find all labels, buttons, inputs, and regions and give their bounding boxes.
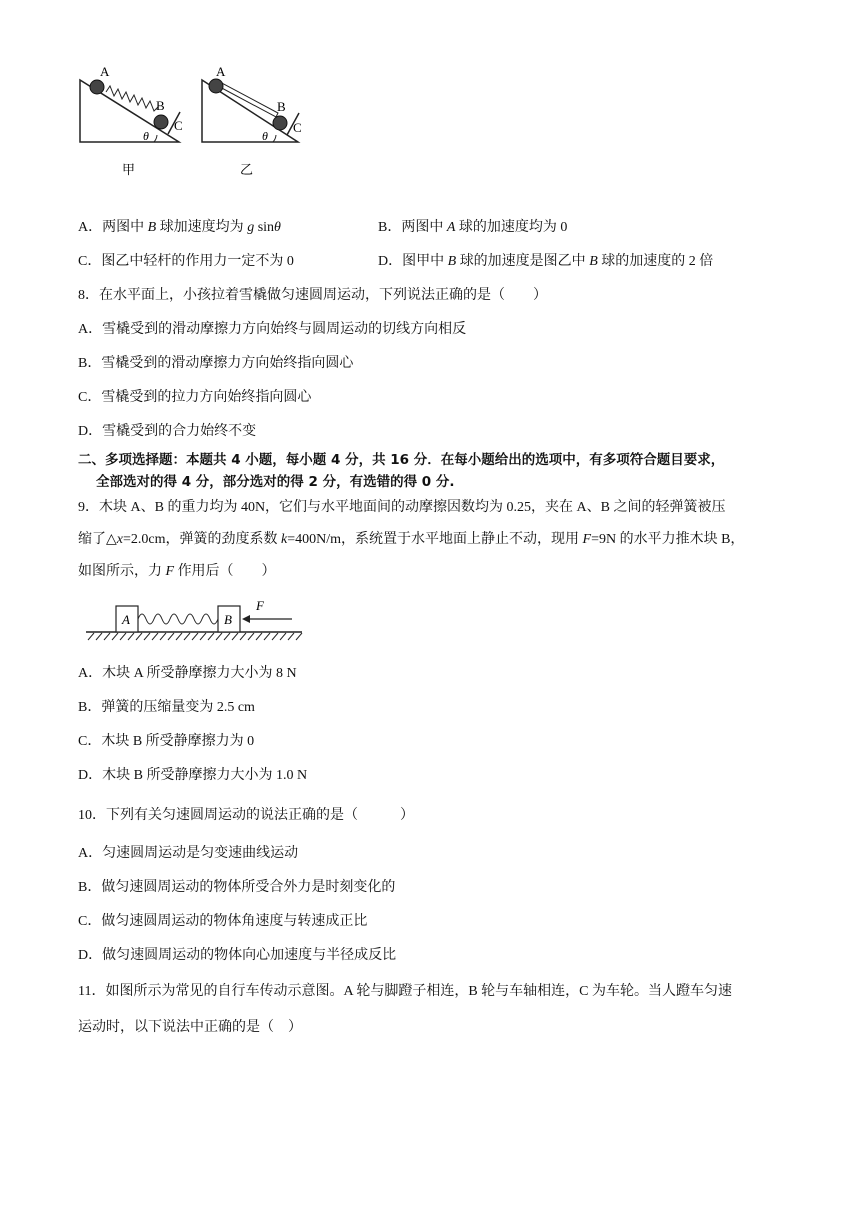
q10-option-c: C．做匀速圆周运动的物体角速度与转速成正比 <box>78 914 368 929</box>
section2-heading-line2: 全部选对的得 4 分，部分选对的得 2 分，有选错的得 0 分. <box>96 474 455 490</box>
q9-option-c: C．木块 B 所受静摩擦力为 0 <box>78 734 255 749</box>
q9-option-b: B．弹簧的压缩量变为 2.5 cm <box>78 700 255 715</box>
label-block-a: A <box>122 612 130 627</box>
q7-option-b: B．两图中 A 球的加速度均为 0 <box>378 220 568 235</box>
caption-yi: 乙 <box>240 162 254 177</box>
q10-option-d: D．做匀速圆周运动的物体向心加速度与半径成反比 <box>78 948 397 963</box>
label-block-b: B <box>224 612 232 627</box>
q9-option-d: D．木块 B 所受静摩擦力大小为 1.0 N <box>78 768 308 783</box>
ball-b-yi <box>273 116 287 130</box>
q9-figure <box>84 594 304 644</box>
q7-option-c: C．图乙中轻杆的作用力一定不为 0 <box>78 254 294 269</box>
q8-option-c: C．雪橇受到的拉力方向始终指向圆心 <box>78 390 312 405</box>
q7-figure-yi <box>196 62 308 182</box>
q7-option-a: A．两图中 B 球加速度均为 g sinθ <box>78 220 281 235</box>
q10-option-b: B．做匀速圆周运动的物体所受合外力是时刻变化的 <box>78 880 396 895</box>
q8-option-b: B．雪橇受到的滑动摩擦力方向始终指向圆心 <box>78 356 354 371</box>
label-a-yi: A <box>216 64 226 79</box>
q9-stem-line2: 缩了△x=2.0cm，弹簧的劲度系数 k=400N/m，系统置于水平地面上静止不动，现用 F=9N 的水平力推木块 B， <box>78 532 745 547</box>
q9-stem-line1: 9．木块 A、B 的重力均为 40N，它们与水平地面间的动摩擦因数均为 0.25，夹在 A、B 之间的轻弹簧被压 <box>78 500 726 515</box>
q9-option-a: A．木块 A 所受静摩擦力大小为 8 N <box>78 666 297 681</box>
q9-stem-line3: 如图所示，力 F 作用后（ ） <box>78 564 276 579</box>
q8-option-d: D．雪橇受到的合力始终不变 <box>78 424 257 439</box>
spring <box>138 614 218 624</box>
label-b-jia: B <box>156 98 165 113</box>
label-b-yi: B <box>277 99 286 114</box>
ball-b-jia <box>154 115 168 129</box>
q10-stem: 10．下列有关匀速圆周运动的说法正确的是（ ） <box>78 808 414 823</box>
label-a-jia: A <box>100 64 110 79</box>
q8-stem: 8．在水平面上，小孩拉着雪橇做匀速圆周运动，下列说法正确的是（ ） <box>78 288 547 303</box>
ball-a-yi <box>209 79 223 93</box>
label-c-yi: C <box>293 120 302 135</box>
label-c-jia: C <box>174 118 183 133</box>
label-theta-jia: θ <box>143 129 149 143</box>
q11-stem-line1: 11．如图所示为常见的自行车传动示意图。A 轮与脚蹬子相连，B 轮与车轴相连，C 为车轮。当人蹬车匀速 <box>78 984 732 999</box>
label-force: F <box>256 598 264 613</box>
caption-jia: 甲 <box>122 162 136 177</box>
ball-a-jia <box>90 80 104 94</box>
section2-heading-line1: 二、多项选择题：本题共 4 小题，每小题 4 分，共 16 分．在每小题给出的选项中，有多项符合题目要求， <box>78 452 725 468</box>
label-theta-yi: θ <box>262 129 268 143</box>
q10-option-a: A．匀速圆周运动是匀变速曲线运动 <box>78 846 299 861</box>
q7-figure-jia <box>72 62 192 182</box>
q7-option-d: D．图甲中 B 球的加速度是图乙中 B 球的加速度的 2 倍 <box>378 254 714 269</box>
q8-option-a: A．雪橇受到的滑动摩擦力方向始终与圆周运动的切线方向相反 <box>78 322 467 337</box>
q11-stem-line2: 运动时，以下说法中正确的是（ ） <box>78 1020 302 1035</box>
